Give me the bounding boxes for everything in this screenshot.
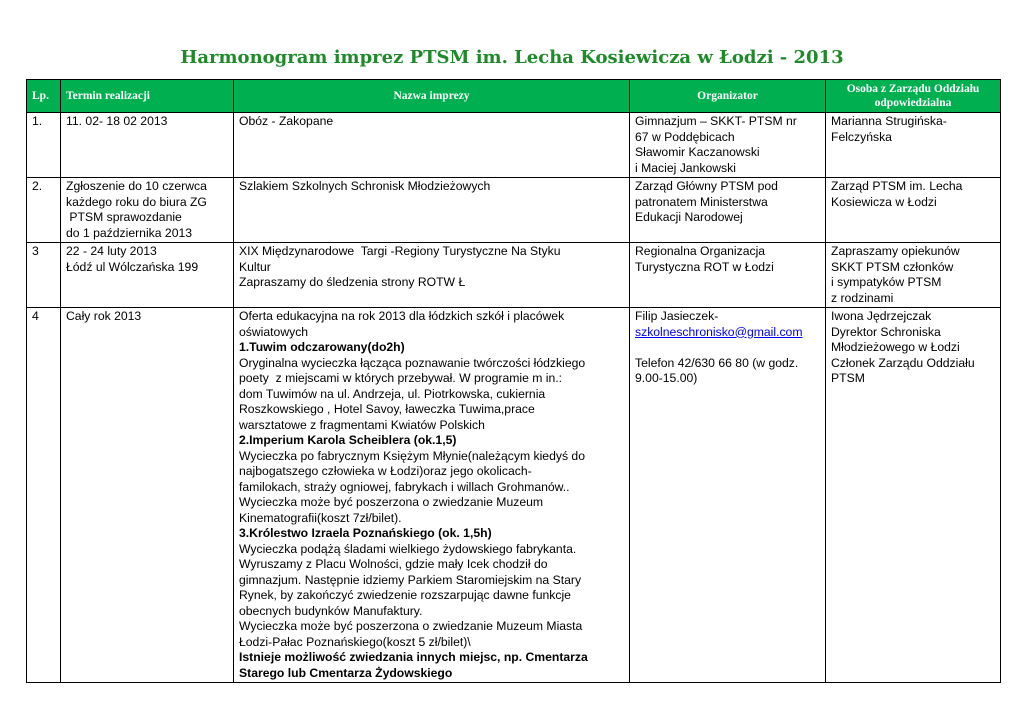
cell-line: 9.00-15.00) [635, 371, 698, 385]
cell-line: Dyrektor Schroniska [831, 324, 941, 339]
spacer [635, 340, 820, 356]
cell-line: do 1 października 2013 [66, 225, 193, 240]
cell-nazwa [234, 178, 630, 243]
cell-line: dom Tuwimów na ul. Andrzeja, ul. Piotrkowska, cukiernia [239, 386, 546, 401]
cell-line: Członek Zarządu Oddziału [831, 355, 975, 370]
cell-line: obecnych budynków Manufaktury. [239, 603, 423, 618]
cell-line: każdego roku do biura ZG [66, 194, 207, 209]
cell-line: Edukacji Narodowej [635, 210, 743, 224]
cell-line: 22 - 24 luty 2013 [66, 244, 157, 258]
cell-organizator [630, 243, 826, 308]
cell-line: XIX Międzynarodowe Targi -Regiony Turystyczne Na Styku [239, 244, 561, 258]
events-table [26, 79, 1001, 683]
cell-line: Kosiewicza w Łodzi [831, 194, 937, 209]
table-row [27, 113, 1001, 178]
cell-lp: 2. [27, 178, 61, 243]
cell-line: Roszkowskiego , Hotel Savoy, ławeczka Tuwima,prace [239, 402, 535, 416]
cell-line: Turystyczna ROT w Łodzi [635, 259, 774, 274]
page-title: Harmonogram imprez PTSM im. Lecha Kosiewicza w Łodzi - 2013 [180, 47, 844, 68]
cell-line: Marianna Strugińska- [831, 114, 947, 128]
cell-line: 11. 02- 18 02 2013 [66, 114, 168, 128]
cell-nazwa [234, 308, 630, 683]
cell-line: najbogatszego człowieka w Łodzi)oraz jego okolicach- [239, 464, 532, 478]
cell-line: SKKT PTSM członków [831, 259, 954, 274]
header-osoba-line-1: Osoba z Zarządu Oddziału [846, 83, 980, 95]
cell-line: familokach, straży ogniowej, fabrykach i willach Grohmanów.. [239, 479, 570, 494]
cell-line: Oryginalna wycieczka łącząca poznawanie twórczości łódzkiego [239, 355, 586, 370]
cell-line: PTSM sprawozdanie [66, 210, 182, 224]
cell-line: Filip Jasieczek- [635, 309, 719, 323]
cell-osoba [826, 178, 1001, 243]
email-line [635, 325, 820, 341]
cell-line: Iwona Jędrzejczak [831, 309, 932, 323]
cell-organizator [630, 113, 826, 178]
cell-line: Kultur [239, 259, 271, 274]
cell-line: Młodzieżowego w Łodzi [831, 340, 960, 354]
cell-line: i Maciej Jankowski [635, 160, 736, 175]
cell-line: Rynek, by zakończyć zwiedzenie rozszarpując dawne funkcje [239, 588, 571, 602]
cell-nazwa [234, 113, 630, 178]
cell-line: Kinematografii(koszt 7zł/bilet). [239, 510, 402, 525]
cell-line: Oferta edukacyjna na rok 2013 dla łódzkich szkół i placówek [239, 309, 565, 323]
cell-line: Zapraszamy do śledzenia strony ROTW Ł [239, 275, 466, 289]
table-row [27, 308, 1001, 683]
cell-line: Sławomir Kaczanowski [635, 145, 760, 159]
cell-lp: 4 [27, 308, 61, 683]
header-lp: Lp. [27, 80, 61, 113]
cell-line: Zapraszamy opiekunów [831, 244, 960, 258]
cell-lp: 1. [27, 113, 61, 178]
section-heading: 1.Tuwim odczarowany(do2h) [239, 340, 405, 354]
cell-termin [61, 178, 234, 243]
email-link[interactable]: szkolneschronisko@gmail.com [635, 324, 803, 339]
cell-line: Zgłoszenie do 10 czerwca [66, 179, 207, 193]
header-termin: Termin realizacji [61, 80, 234, 113]
cell-line: Wycieczka podążą śladami wielkiego żydowskiego fabrykanta. [239, 541, 577, 556]
cell-termin [61, 308, 234, 683]
header-osoba [826, 80, 1001, 113]
cell-line: Regionalna Organizacja [635, 244, 766, 258]
cell-line: Łódź ul Wólczańska 199 [66, 259, 199, 274]
table-header-row [27, 80, 1001, 113]
cell-line: Wycieczka po fabrycznym Księżym Młynie(należącym kiedyś do [239, 448, 585, 463]
cell-line: Łodzi-Pałac Poznańskiego(koszt 5 zł/bilet)\ [239, 634, 471, 649]
cell-line: patronatem Ministerstwa [635, 194, 768, 209]
cell-lp: 3 [27, 243, 61, 308]
cell-termin [61, 243, 234, 308]
cell-line: Felczyńska [831, 129, 892, 144]
cell-line: poety z miejscami w których przebywał. W programie m in.: [239, 371, 563, 385]
cell-organizator [630, 178, 826, 243]
cell-osoba [826, 113, 1001, 178]
note-bold: Istnieje możliwość zwiedzania innych miejsc, np. Cmentarza [239, 650, 588, 664]
table-row [27, 178, 1001, 243]
cell-line: oświatowych [239, 324, 309, 339]
cell-nazwa [234, 243, 630, 308]
cell-line: PTSM [831, 371, 865, 385]
cell-organizator [630, 308, 826, 683]
cell-line: gimnazjum. Następnie idziemy Parkiem Staromiejskim na Stary [239, 572, 582, 587]
section-heading: 2.Imperium Karola Scheiblera (ok.1,5) [239, 433, 457, 447]
cell-line: 67 w Poddębicach [635, 129, 735, 144]
header-osoba-line-2: odpowiedzialna [874, 97, 952, 109]
cell-line: Szlakiem Szkolnych Schronisk Młodzieżowych [239, 179, 491, 193]
note-bold: Starego lub Cmentarza Żydowskiego [239, 665, 453, 680]
cell-line: z rodzinami [831, 290, 894, 305]
cell-line: Zarząd Główny PTSM pod [635, 179, 778, 193]
cell-line: Wycieczka może być poszerzona o zwiedzanie Muzeum Miasta [239, 619, 583, 633]
cell-line: Wycieczka może być poszerzona o zwiedzanie Muzeum [239, 495, 544, 509]
cell-line: warsztatowe z fragmentami Kwiatów Polskich [239, 417, 485, 432]
cell-line: Telefon 42/630 66 80 (w godz. [635, 355, 799, 370]
header-organizator: Organizator [630, 80, 826, 113]
table-row [27, 243, 1001, 308]
header-nazwa: Nazwa imprezy [234, 80, 630, 113]
cell-osoba [826, 243, 1001, 308]
cell-line: Gimnazjum – SKKT- PTSM nr [635, 114, 797, 128]
cell-line: Cały rok 2013 [66, 309, 142, 323]
section-heading: 3.Królestwo Izraela Poznańskiego (ok. 1,5h) [239, 526, 492, 540]
cell-line: Obóz - Zakopane [239, 114, 334, 128]
cell-line: i sympatyków PTSM [831, 275, 942, 289]
cell-line: Wyruszamy z Placu Wolności, gdzie mały Icek chodził do [239, 557, 548, 571]
cell-termin [61, 113, 234, 178]
cell-line: Zarząd PTSM im. Lecha [831, 179, 963, 193]
cell-osoba [826, 308, 1001, 683]
